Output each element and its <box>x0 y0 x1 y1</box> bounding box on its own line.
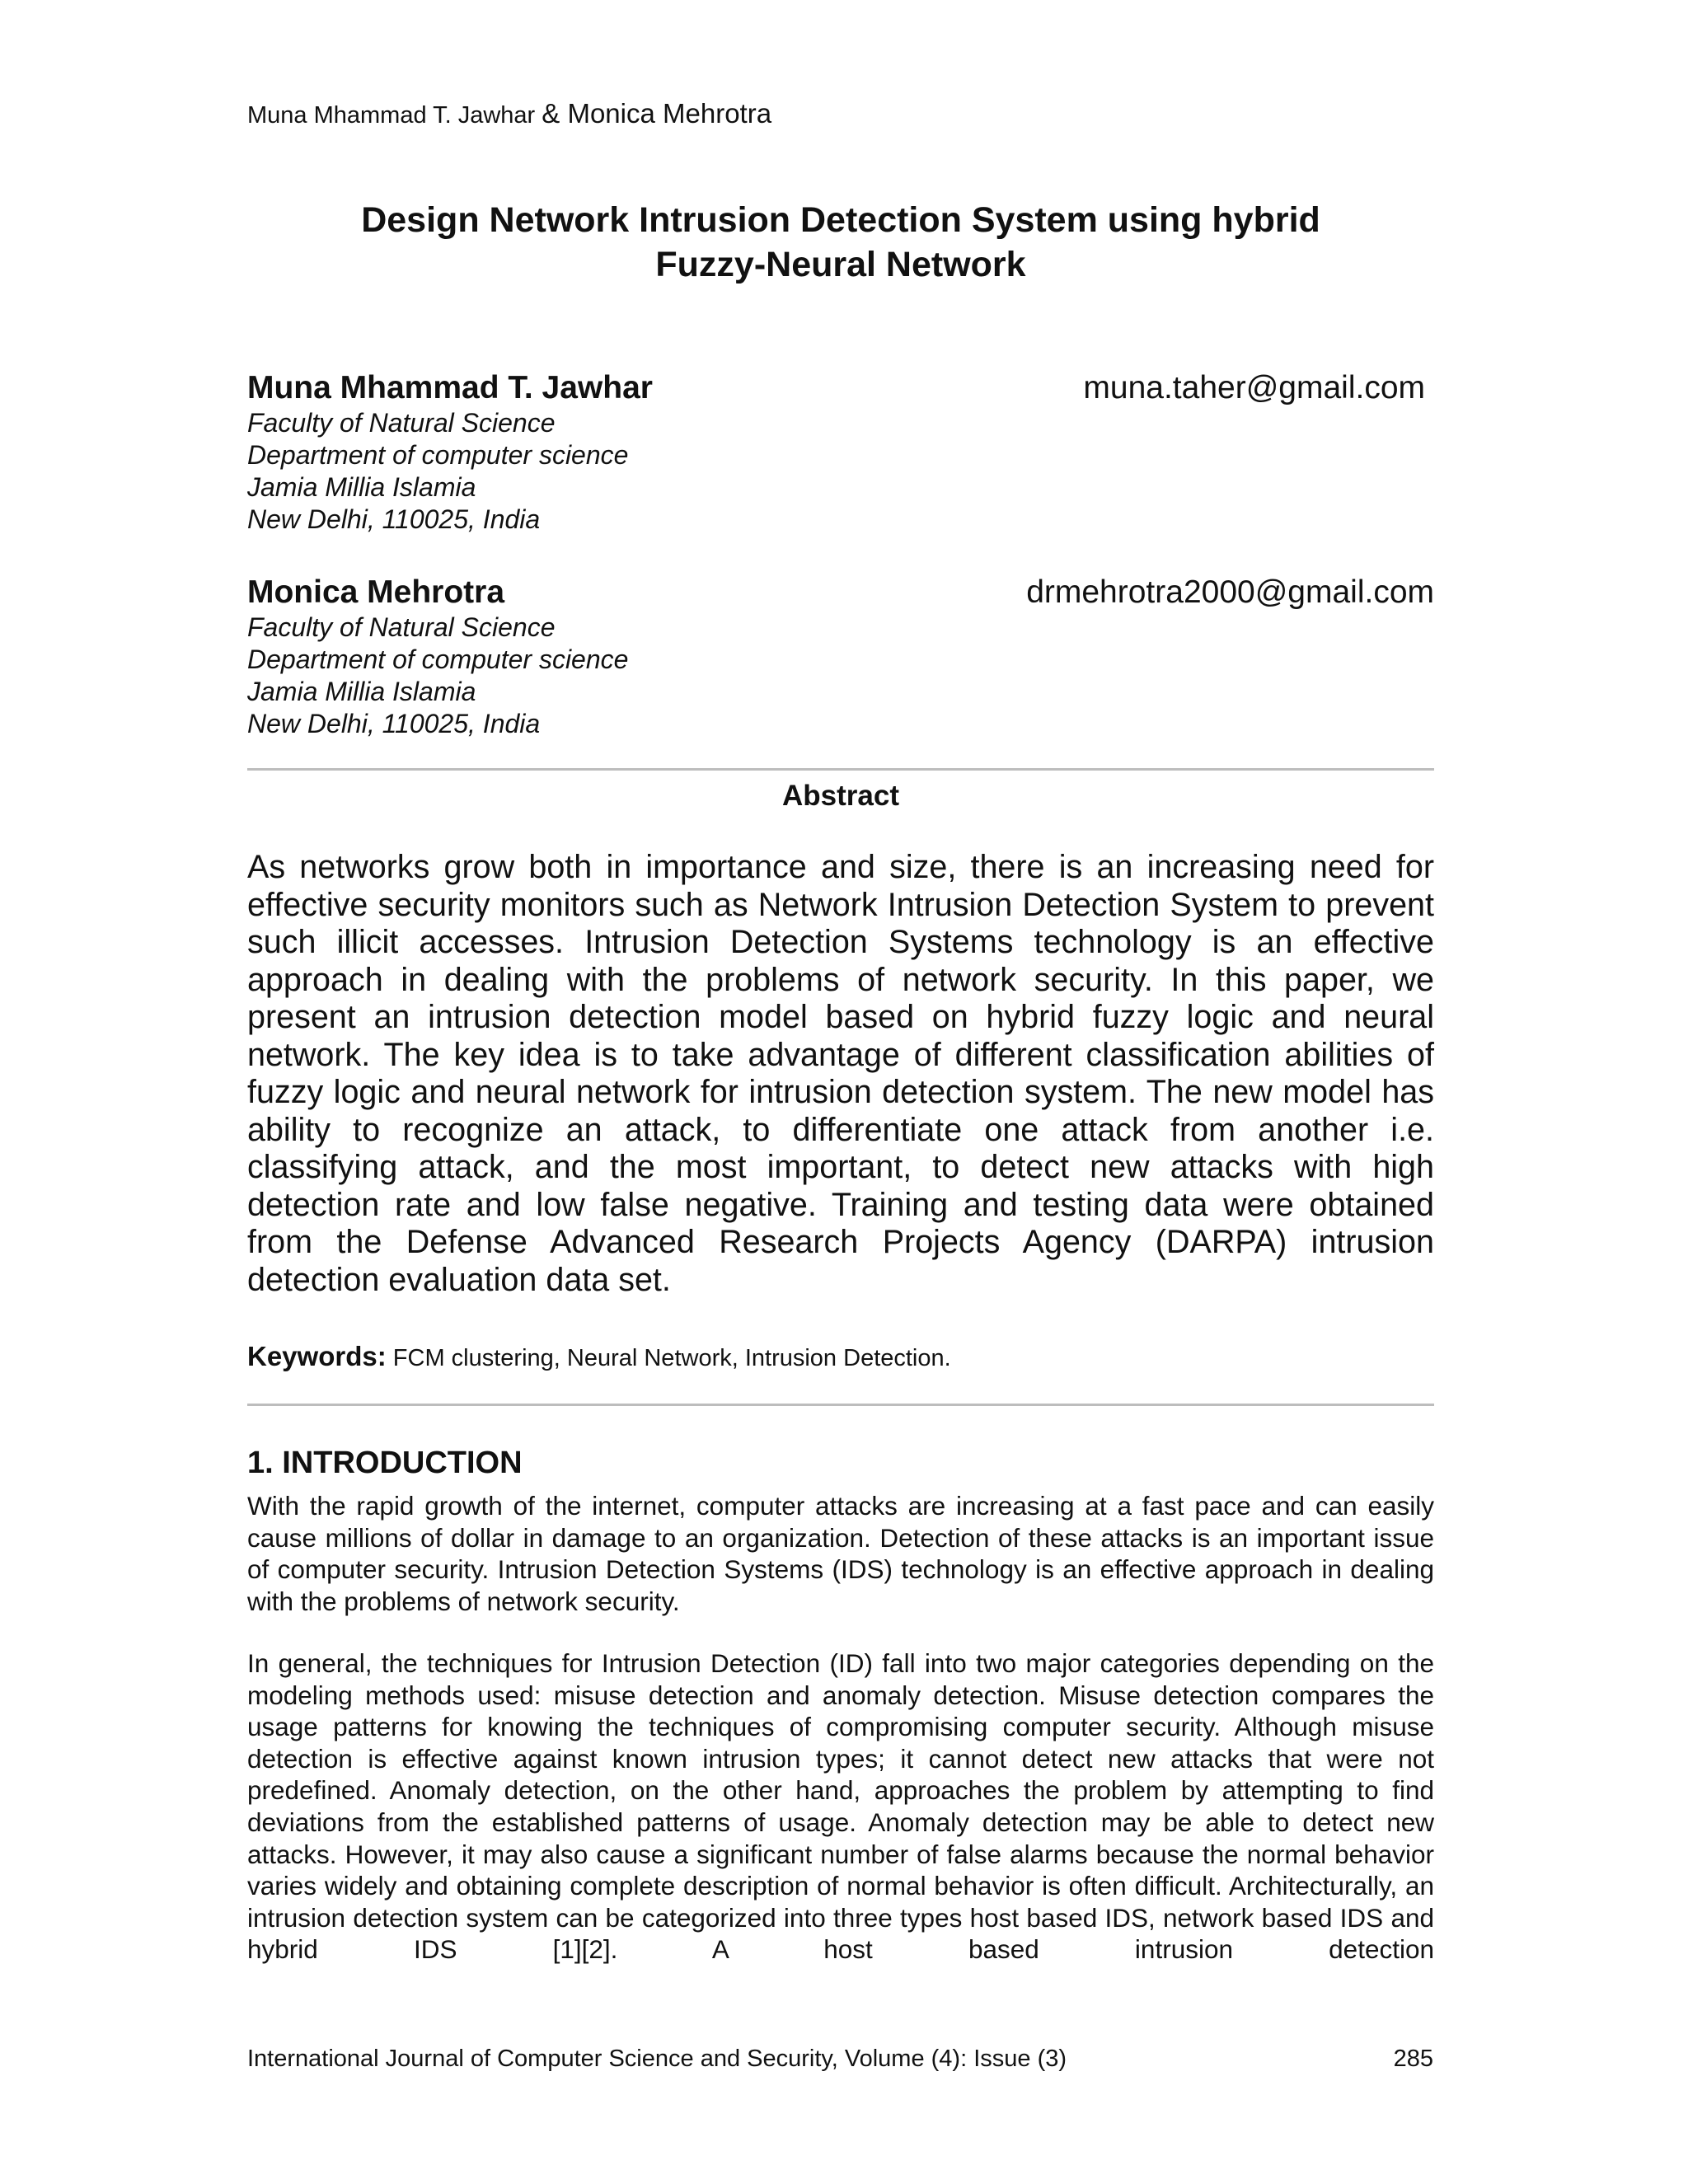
keywords-text: FCM clustering, Neural Network, Intrusion Detection. <box>392 1345 951 1371</box>
author-affiliation-line: New Delhi, 110025, India <box>247 504 541 534</box>
author-name: Muna Mhammad T. Jawhar <box>247 370 653 405</box>
paper-title-line-2: Fuzzy-Neural Network <box>655 245 1026 284</box>
abstract-bottom-divider <box>247 1404 1434 1406</box>
author-affiliation-line: Faculty of Natural Science <box>247 408 556 438</box>
running-header-authors: Muna Mhammad T. Jawhar <box>247 102 536 129</box>
author-affiliation-line: New Delhi, 110025, India <box>247 709 541 738</box>
body-paragraph: With the rapid growth of the internet, computer attacks are increasing at a fast pace and can easily cause millions of dollar in damage to an organization. Detection of these attacks is an important issue of computer security. Intrusion Detection Systems (IDS) technology is an effective approach in dealing with the problems of network security. <box>247 1491 1434 1616</box>
body-paragraph: In general, the techniques for Intrusion Detection (ID) fall into two major categories depending on the modeling methods used: misuse detection and anomaly detection. Misuse detection compares the usage patterns for knowing the techniques of compromising computer security. Although misuse detection is effective against known intrusion types; it cannot detect new attacks that were not predefined. Anomaly detection, on the other hand, approaches the problem by attempting to find deviations from the established patterns of usage. Anomaly detection may be able to detect new attacks. However, it may also cause a significant number of false alarms because the normal behavior varies widely and obtaining complete description of normal behavior is often difficult. Architecturally, an intrusion detection system can be categorized into three types host based IDS, network based IDS and hybrid IDS [1][2]. A host based intrusion detection <box>247 1648 1434 1965</box>
keywords-label: Keywords: <box>247 1341 387 1371</box>
section-heading: 1. INTRODUCTION <box>247 1446 523 1480</box>
author-affiliation-line: Department of computer science <box>247 440 629 470</box>
footer-page-number: 285 <box>1393 2046 1433 2072</box>
paper-title-line-1: Design Network Intrusion Detection System using hybrid <box>361 200 1320 240</box>
author-email: muna.taher@gmail.com <box>1083 370 1425 405</box>
footer-journal-citation: International Journal of Computer Science and Security, Volume (4): Issue (3) <box>247 2046 1067 2072</box>
author-affiliation-line: Jamia Millia Islamia <box>247 472 476 502</box>
author-block-2 <box>247 574 1434 740</box>
author-name: Monica Mehrotra <box>247 574 505 610</box>
author-affiliation-line: Jamia Millia Islamia <box>247 677 476 706</box>
running-header <box>247 99 771 130</box>
paper-title <box>247 198 1434 287</box>
abstract-top-divider <box>247 768 1434 771</box>
author-email: drmehrotra2000@gmail.com <box>1026 574 1434 610</box>
author-affiliation-line: Department of computer science <box>247 644 629 674</box>
author-affiliation-line: Faculty of Natural Science <box>247 612 556 642</box>
keywords <box>247 1342 1434 1373</box>
abstract-heading: Abstract <box>782 780 899 812</box>
abstract-text: As networks grow both in importance and size, there is an increasing need for effective security monitors such as Network Intrusion Detection System to prevent such illicit accesses. Intrusion Detection Systems technology is an effective approach in dealing with the problems of network security. In this paper, we present an intrusion detection model based on hybrid fuzzy logic and neural network. The key idea is to take advantage of different classification abilities of fuzzy logic and neural network for intrusion detection system. The new model has ability to recognize an attack, to differentiate one attack from another i.e. classifying attack, and the most important, to detect new attacks with high detection rate and low false negative. Training and testing data were obtained from the Defense Advanced Research Projects Agency (DARPA) intrusion detection evaluation data set. <box>247 849 1434 1298</box>
author-block-1 <box>247 369 1434 536</box>
running-header-coauthor: & Monica Mehrotra <box>542 98 772 129</box>
